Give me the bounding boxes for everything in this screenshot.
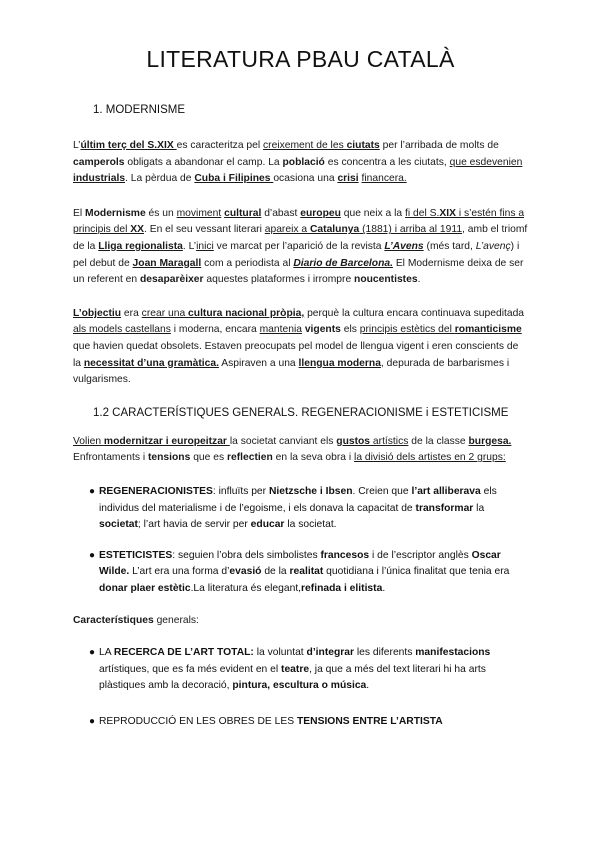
text: i de l’escriptor anglès [369,549,472,561]
text: ocasiona una [273,173,338,185]
text: , amb el triomf de la [73,224,528,252]
text: es caracteritza pel [176,140,264,151]
general-features-list [73,645,528,730]
text: gustos [336,435,371,447]
paragraph-context [73,138,528,188]
text: educar [250,519,285,531]
text: als models castellans [73,324,171,336]
text: necessitat d’una gramàtica. [83,357,219,369]
text: tensions [147,452,191,464]
text: de la [261,566,290,578]
text: desaparèixer [139,274,204,286]
text: pintura, escultura o música [232,680,367,692]
text: que es [190,452,227,464]
text: crisi [337,173,359,185]
text: creixement de les [263,140,347,151]
text: L’Avens [384,240,424,252]
paragraph-volien [73,434,528,467]
text: . [417,274,421,286]
text: : seguien l’obra dels simbolistes [172,549,321,561]
text: artístiques, que es fa més evident en el [99,663,282,675]
text: . [366,680,370,692]
text: l’art alliberava [411,485,481,497]
text: moviment [176,207,222,219]
text: els individus del materialisme i de l’egoisme, i els donava la capacitat de [99,485,497,514]
text: perquè la cultura encara continuava supeditada [304,307,525,319]
text: crear una [141,307,189,319]
text: Cuba i Filipines [194,173,274,185]
text: realitat [289,566,324,578]
section-heading-modernisme: 1. MODERNISME [93,104,186,116]
text: Diario de Barcelona. [293,257,393,269]
text: els [340,324,360,336]
text: Lliga regionalista [98,240,183,252]
text: la divisió dels artistes en 2 grups: [354,452,506,464]
list-item-esteticistes [73,548,528,598]
text: L’art era una forma d’ [129,566,230,578]
text: XIX [439,207,456,219]
text: inici [196,240,214,252]
text: . La pèrdua de [125,173,195,185]
text: ) i pel debut de [73,240,520,269]
text: TENSIONS ENTRE L’ARTISTA [296,715,443,727]
text: LA [99,647,114,659]
text: societat [99,519,138,531]
text: la societat. [284,519,337,531]
text: que havien quedat obsolets. Estaven preocupats pel model de llengua vigent i eren conscients de la [73,340,519,369]
text: burgesa. [468,435,512,447]
text: Joan Maragall [132,257,202,269]
text: Modernisme [85,207,146,219]
text: El Modernisme deixa de ser un referent en [73,257,524,286]
text: d’integrar [306,647,355,659]
text: Enfrontaments i [73,452,148,464]
text: RECERCA DE L’ART TOTAL: [113,647,254,659]
text: les diferents [354,647,416,659]
text: Aspiraven a una [218,357,299,369]
text: ; l’art havia de servir per [137,519,251,531]
text: transformar [415,502,474,514]
text: . L’ [182,240,197,252]
text: reflectien [226,452,273,464]
text: que neix a la [340,207,406,219]
text: cultural [224,207,262,219]
text: la [473,502,485,514]
text: ESTETICISTES [99,549,173,561]
text: i moderna, encara [170,324,260,336]
text: Oscar Wilde. [99,549,501,578]
text: camperols [73,156,125,168]
text: refinada i elitista [301,582,383,594]
text: REGENERACIONISTES [99,485,213,497]
text: Volien [73,435,104,447]
text: noucentistes [354,274,418,286]
text: REPRODUCCIÓ EN LES OBRES DE LES [99,715,297,727]
text: és un [145,207,177,219]
text: principis estètics del [359,324,455,336]
text: per l’arribada de molts de [379,140,499,151]
paragraph-objectiu [73,306,528,389]
list-item-tensions [73,714,528,731]
text: industrials [73,173,126,185]
text: ciutats [346,140,380,151]
text: Catalunya [309,224,360,236]
text: com a periodista al [201,257,294,269]
text: mantenia [259,324,302,336]
text: donar plaer estètic [99,582,191,594]
text: aquestes plataformes i irrompre [203,274,355,286]
text: . En el seu vessant literari [143,224,265,236]
paragraph-modernisme [73,206,528,289]
text: que esdevenien [449,156,523,168]
text: , depurada de barbarismes i vulgarismes. [73,357,510,386]
text: europeu [300,207,341,219]
artist-groups-list [73,484,528,598]
list-item-regeneracionistes [73,484,528,534]
text: teatre [281,663,310,675]
text: artístics [370,435,409,447]
text: financera. [361,173,407,185]
page-title: LITERATURA PBAU CATALÀ [146,46,455,72]
list-item-art-total [73,645,528,695]
text: L’ [73,140,81,151]
bullet-icon: ● [89,715,96,727]
text: era [121,307,142,319]
text: El [73,207,86,219]
text: generals: [153,615,199,627]
text: de la classe [408,435,469,447]
text: romanticisme [454,324,522,336]
text: XX [130,224,144,236]
text: . Creien que [352,485,412,497]
bullet-icon: ● [89,485,96,497]
text: la societat canviant els [229,435,337,447]
text: i s’estén fins a principis del [73,207,525,236]
text: apareix a [264,224,310,236]
text: fi del S. [405,207,440,219]
text: llengua moderna [298,357,381,369]
text: últim terç del S.XIX [80,140,177,151]
text: evasió [229,566,262,578]
text: Nietzsche i Ibsen [268,485,353,497]
text: manifestacions [415,647,491,659]
text: cultura nacional pròpia, [188,307,305,319]
text: d’abast [261,207,301,219]
text: , ja que a més del text literari hi ha arts plàstiques amb la decoració, [99,663,486,692]
text: en la seva obra i [272,452,355,464]
text: francesos [320,549,370,561]
text: la voluntat [253,647,307,659]
paragraph-caracteristiques-generals [73,613,528,630]
section-heading-caracteristiques: 1.2 CARACTERÍSTIQUES GENERALS. REGENERACIONISME i ESTETICISME [93,406,509,419]
text: vigents [304,324,341,336]
text: . [382,582,386,594]
text: .La literatura és elegant, [190,582,302,594]
text: : influïts per [212,485,269,497]
text: Característiques [73,615,154,627]
text: es concentra a les ciutats, [324,156,450,168]
bullet-icon: ● [89,647,96,659]
text: (més tard, [423,240,476,252]
text: (1881) i arriba al 1911 [359,224,463,236]
text: ve marcat per l’aparició de la revista [213,240,385,252]
text: L’avenç [475,240,511,252]
bullet-icon: ● [89,549,96,561]
text: L’objectiu [73,307,122,319]
text: quotidiana i l’única finalitat que tenia era [323,566,510,578]
text: població [282,156,325,168]
text: obligats a abandonar el camp. La [124,156,283,168]
text: modernitzar i europeitzar [103,435,230,447]
